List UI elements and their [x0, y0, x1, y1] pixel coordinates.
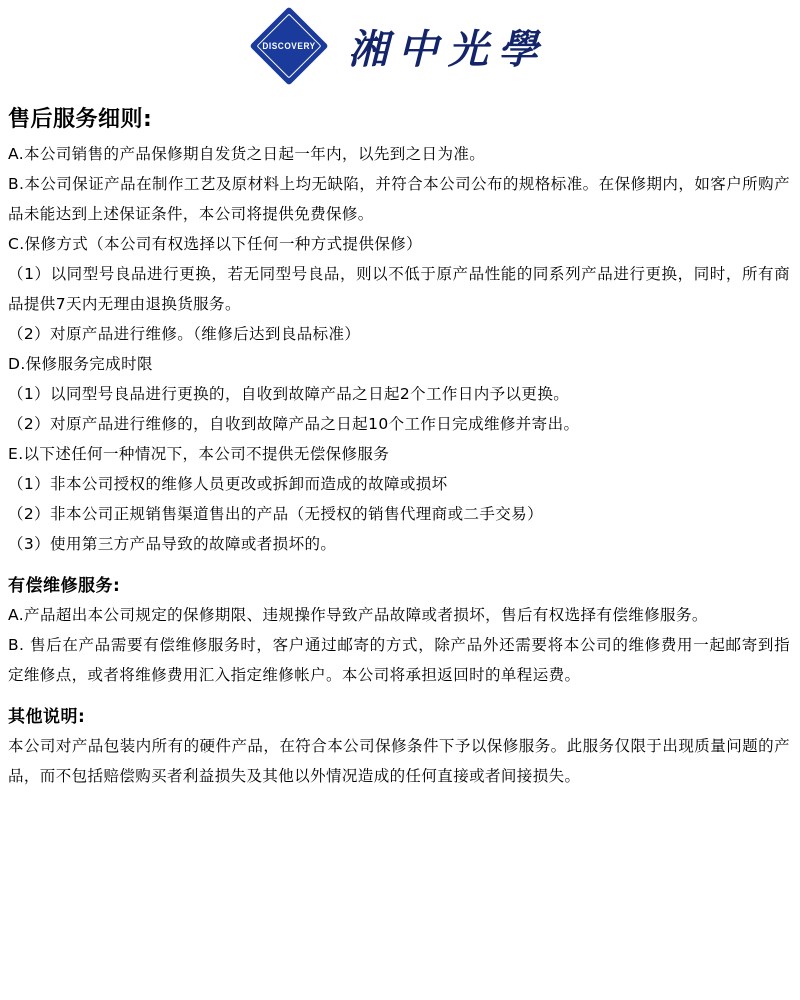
- paragraph: （1）以同型号良品进行更换，若无同型号良品，则以不低于原产品性能的同系列产品进行更换，同时，所有商品提供7天内无理由退换货服务。: [8, 265, 790, 313]
- section-title: 有偿维修服务:: [8, 576, 121, 596]
- section-title: 售后服务细则:: [8, 107, 153, 132]
- paragraph: E.以下述任何一种情况下，本公司不提供无偿保修服务: [8, 445, 390, 463]
- paragraph: （1）非本公司授权的维修人员更改或拆卸而造成的故障或损坏: [8, 475, 448, 493]
- document-content: [0, 102, 800, 791]
- paragraph: C.保修方式（本公司有权选择以下任何一种方式提供保修）: [8, 235, 423, 253]
- paragraph: （3）使用第三方产品导致的故障或者损坏的。: [8, 535, 337, 553]
- paragraph: （2）对原产品进行维修的，自收到故障产品之日起10个工作日完成维修并寄出。: [8, 415, 580, 433]
- paragraph: A.本公司销售的产品保修期自发货之日起一年内，以先到之日为准。: [8, 145, 486, 163]
- brand-name: 湘中光學: [348, 25, 548, 73]
- paragraph: （2）非本公司正规销售渠道售出的产品（无授权的销售代理商或二手交易）: [8, 505, 543, 523]
- paragraph: D.保修服务完成时限: [8, 355, 153, 373]
- paragraph: B. 售后在产品需要有偿维修服务时，客户通过邮寄的方式，除产品外还需要将本公司的维修费用一起邮寄到指定维修点，或者将维修费用汇入指定维修帐户。本公司将承担返回时的单程运费。: [8, 636, 790, 684]
- section-after-sales: [8, 102, 790, 559]
- paragraph: B.本公司保证产品在制作工艺及原材料上均无缺陷，并符合本公司公布的规格标准。在保修期内，如客户所购产品未能达到上述保证条件，本公司将提供免费保修。: [8, 175, 790, 223]
- section-paid-repair: [8, 571, 790, 690]
- paragraph: （2）对原产品进行维修。（维修后达到良品标准）: [8, 325, 361, 343]
- section-title: 其他说明:: [8, 707, 86, 727]
- logo-badge-text: DISCOVERY: [262, 41, 316, 51]
- paragraph: （1）以同型号良品进行更换的，自收到故障产品之日起2个工作日内予以更换。: [8, 385, 570, 403]
- diamond-logo-icon: [252, 9, 326, 83]
- section-other-notes: [8, 702, 790, 791]
- document-header: [0, 0, 800, 92]
- paragraph: A.产品超出本公司规定的保修期限、违规操作导致产品故障或者损坏，售后有权选择有偿维修服务。: [8, 606, 708, 624]
- paragraph: 本公司对产品包装内所有的硬件产品，在符合本公司保修条件下予以保修服务。此服务仅限于出现质量问题的产品，而不包括赔偿购买者利益损失及其他以外情况造成的任何直接或者间接损失。: [8, 737, 790, 785]
